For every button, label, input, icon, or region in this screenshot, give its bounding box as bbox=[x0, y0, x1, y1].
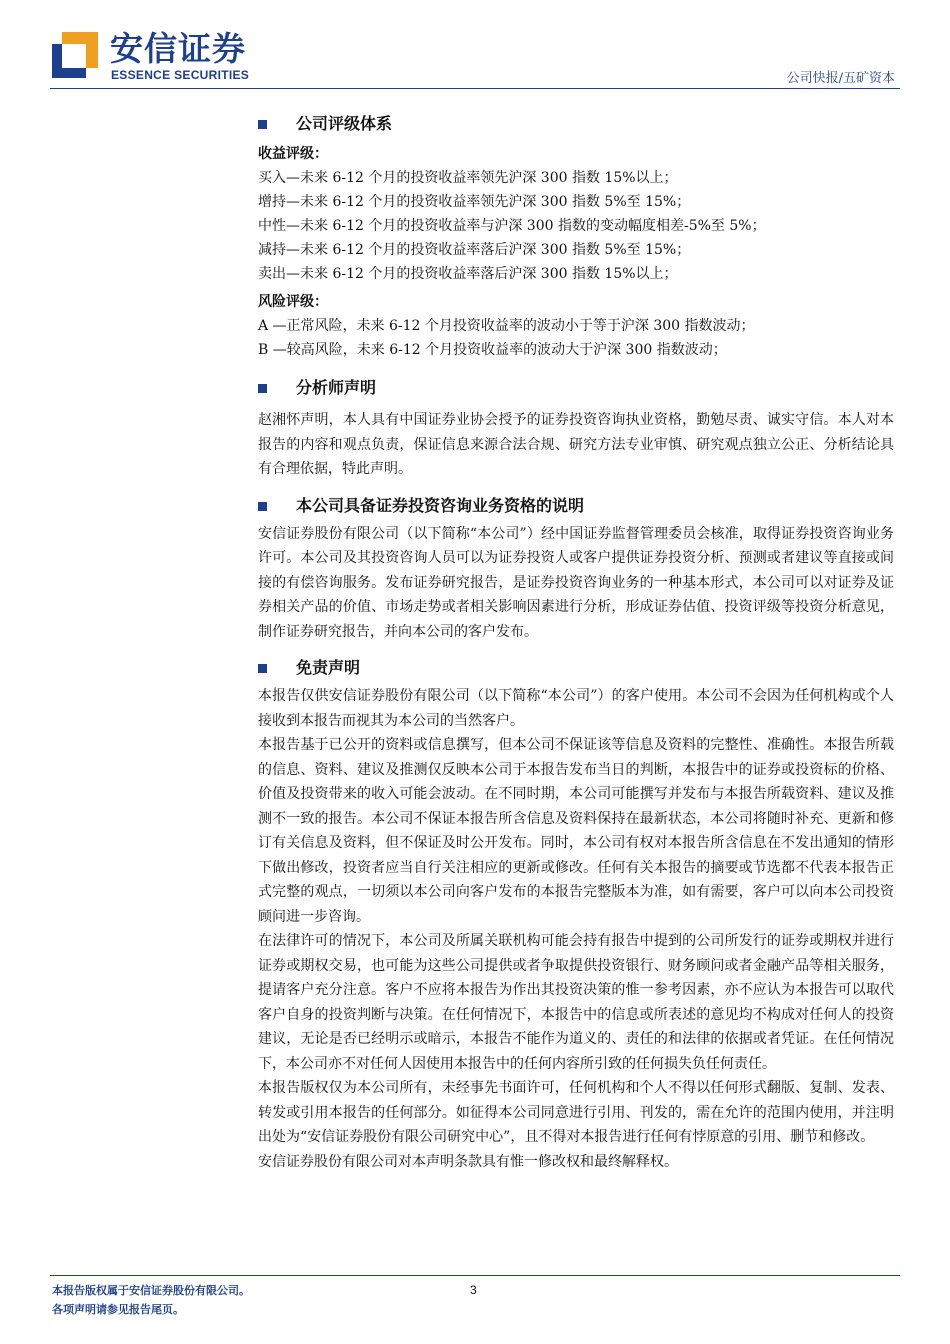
main-content bbox=[258, 110, 894, 1174]
disclaimer-paragraph: 本报告基于已公开的资料或信息撰写，但本公司不保证该等信息及资料的完整性、准确性。本报告所载的信息、资料、建议及推测仅反映本公司于本报告发布当日的判断，本报告中的证券或投资标的价格、价值及投资带来的收入可能会波动。在不同时期，本公司可能撰写并发布与本报告所载资料、建议及推测不一致的报告。本公司不保证本报告所含信息及资料保持在最新状态，本公司将随时补充、更新和修订有关信息及资料，但不保证及时公开发布。同时，本公司有权对本报告所含信息在不发出通知的情形下做出修改，投资者应当自行关注相应的更新或修改。任何有关本报告的摘要或节选都不代表本报告正式完整的观点，一切须以本公司向客户发布的本报告完整版本为准，如有需要，客户可以向本公司投资顾问进一步咨询。 bbox=[258, 737, 894, 925]
page-number: 3 bbox=[470, 1283, 477, 1297]
rating-line: 减持—未来 6-12 个月的投资收益率落后沪深 300 指数 5%至 15%； bbox=[258, 242, 691, 258]
section-title bbox=[258, 374, 894, 402]
qualification-text: 安信证券股份有限公司（以下简称“本公司”）经中国证券监督管理委员会核准，取得证券投资咨询业务许可。本公司及其投资咨询人员可以为证券投资人或客户提供证券投资分析、预测或者建议等直接或间接的有偿咨询服务。发布证券研究报告，是证券投资咨询业务的一种基本形式，本公司可以对证券及证券相关产品的价值、市场走势或者相关影响因素进行分析，形成证券估值、投资评级等投资分析意见，制作证券研究报告，并向本公司的客户发布。 bbox=[258, 525, 894, 640]
disclaimer-paragraph: 安信证券股份有限公司对本声明条款具有惟一修改权和最终解释权。 bbox=[258, 1153, 678, 1170]
footer-notice bbox=[52, 1281, 250, 1319]
rating-line: 买入—未来 6-12 个月的投资收益率领先沪深 300 指数 15%以上； bbox=[258, 170, 678, 186]
rating-title: 公司评级体系 bbox=[296, 114, 393, 133]
section-title bbox=[258, 654, 894, 682]
disclaimer-paragraph: 在法律许可的情况下，本公司及所属关联机构可能会持有报告中提到的公司所发行的证券或期权并进行证券或期权交易，也可能为这些公司提供或者争取提供投资银行、财务顾问或者金融产品等相关服务，提请客户充分注意。客户不应将本报告为作出其投资决策的惟一参考因素，亦不应认为本报告可以取代客户自身的投资判断与决策。在任何情况下，本报告中的信息或所表述的意见均不构成对任何人的投资建议，无论是否已经明示或暗示，本报告不能作为道义的、责任的和法律的依据或者凭证。在任何情况下，本公司亦不对任何人因使用本报告中的任何内容所引致的任何损失负任何责任。 bbox=[258, 933, 894, 1072]
header-divider bbox=[50, 88, 900, 89]
section-title bbox=[258, 110, 894, 138]
disclaimer-paragraph: 本报告版权仅为本公司所有，未经事先书面许可，任何机构和个人不得以任何形式翻版、复制、发表、转发或引用本报告的任何部分。如征得本公司同意进行引用、刊发的，需在允许的范围内使用，并注明出处为“安信证券股份有限公司研究中心”，且不得对本报告进行任何有悖原意的引用、删节和修改。 bbox=[258, 1080, 894, 1145]
risk-line: B —较高风险，未来 6-12 个月投资收益率的波动大于沪深 300 指数波动； bbox=[258, 342, 727, 358]
qualification-section bbox=[258, 492, 894, 645]
analyst-statement: 赵湘怀声明，本人具有中国证券业协会授予的证券投资咨询执业资格，勤勉尽责、诚实守信。本人对本报告的内容和观点负责，保证信息来源合法合规、研究方法专业审慎、研究观点独立公正、分析结论具有合理依据，特此声明。 bbox=[258, 412, 894, 477]
disclaimer-paragraph: 本报告仅供安信证券股份有限公司（以下简称“本公司”）的客户使用。本公司不会因为任何机构或个人接收到本报告而视其为本公司的当然客户。 bbox=[258, 688, 894, 729]
qualification-title: 本公司具备证券投资咨询业务资格的说明 bbox=[296, 495, 585, 515]
square-bullet-icon bbox=[258, 120, 267, 129]
analyst-title: 分析师声明 bbox=[296, 378, 377, 397]
footer-copyright: 本报告版权属于安信证券股份有限公司。 bbox=[52, 1284, 250, 1297]
rating-line: 增持—未来 6-12 个月的投资收益率领先沪深 300 指数 5%至 15%； bbox=[258, 194, 691, 210]
square-bullet-icon bbox=[258, 502, 267, 511]
footer-see-notice: 各项声明请参见报告尾页。 bbox=[52, 1303, 184, 1316]
square-bullet-icon bbox=[258, 384, 267, 393]
disclaimer-section bbox=[258, 654, 894, 1174]
income-rating-label: 收益评级： bbox=[258, 146, 328, 162]
rating-line: 卖出—未来 6-12 个月的投资收益率落后沪深 300 指数 15%以上； bbox=[258, 266, 678, 282]
square-bullet-icon bbox=[258, 664, 267, 673]
disclaimer-title: 免责声明 bbox=[296, 658, 361, 677]
analyst-section bbox=[258, 374, 894, 482]
rating-section bbox=[258, 110, 894, 362]
risk-rating-label: 风险评级： bbox=[258, 294, 328, 310]
company-logo-icon bbox=[52, 32, 98, 78]
risk-line: A —正常风险，未来 6-12 个月投资收益率的波动小于等于沪深 300 指数波动； bbox=[258, 318, 755, 334]
brand-name-en: ESSENCE SECURITIES bbox=[111, 68, 250, 82]
footer-divider bbox=[50, 1275, 900, 1276]
document-type: 公司快报/五矿资本 bbox=[786, 71, 895, 86]
rating-line: 中性—未来 6-12 个月的投资收益率与沪深 300 指数的变动幅度相差-5%至 5%； bbox=[258, 218, 766, 234]
section-title bbox=[258, 492, 894, 520]
brand-name-cn: 安信证券 bbox=[110, 29, 246, 68]
